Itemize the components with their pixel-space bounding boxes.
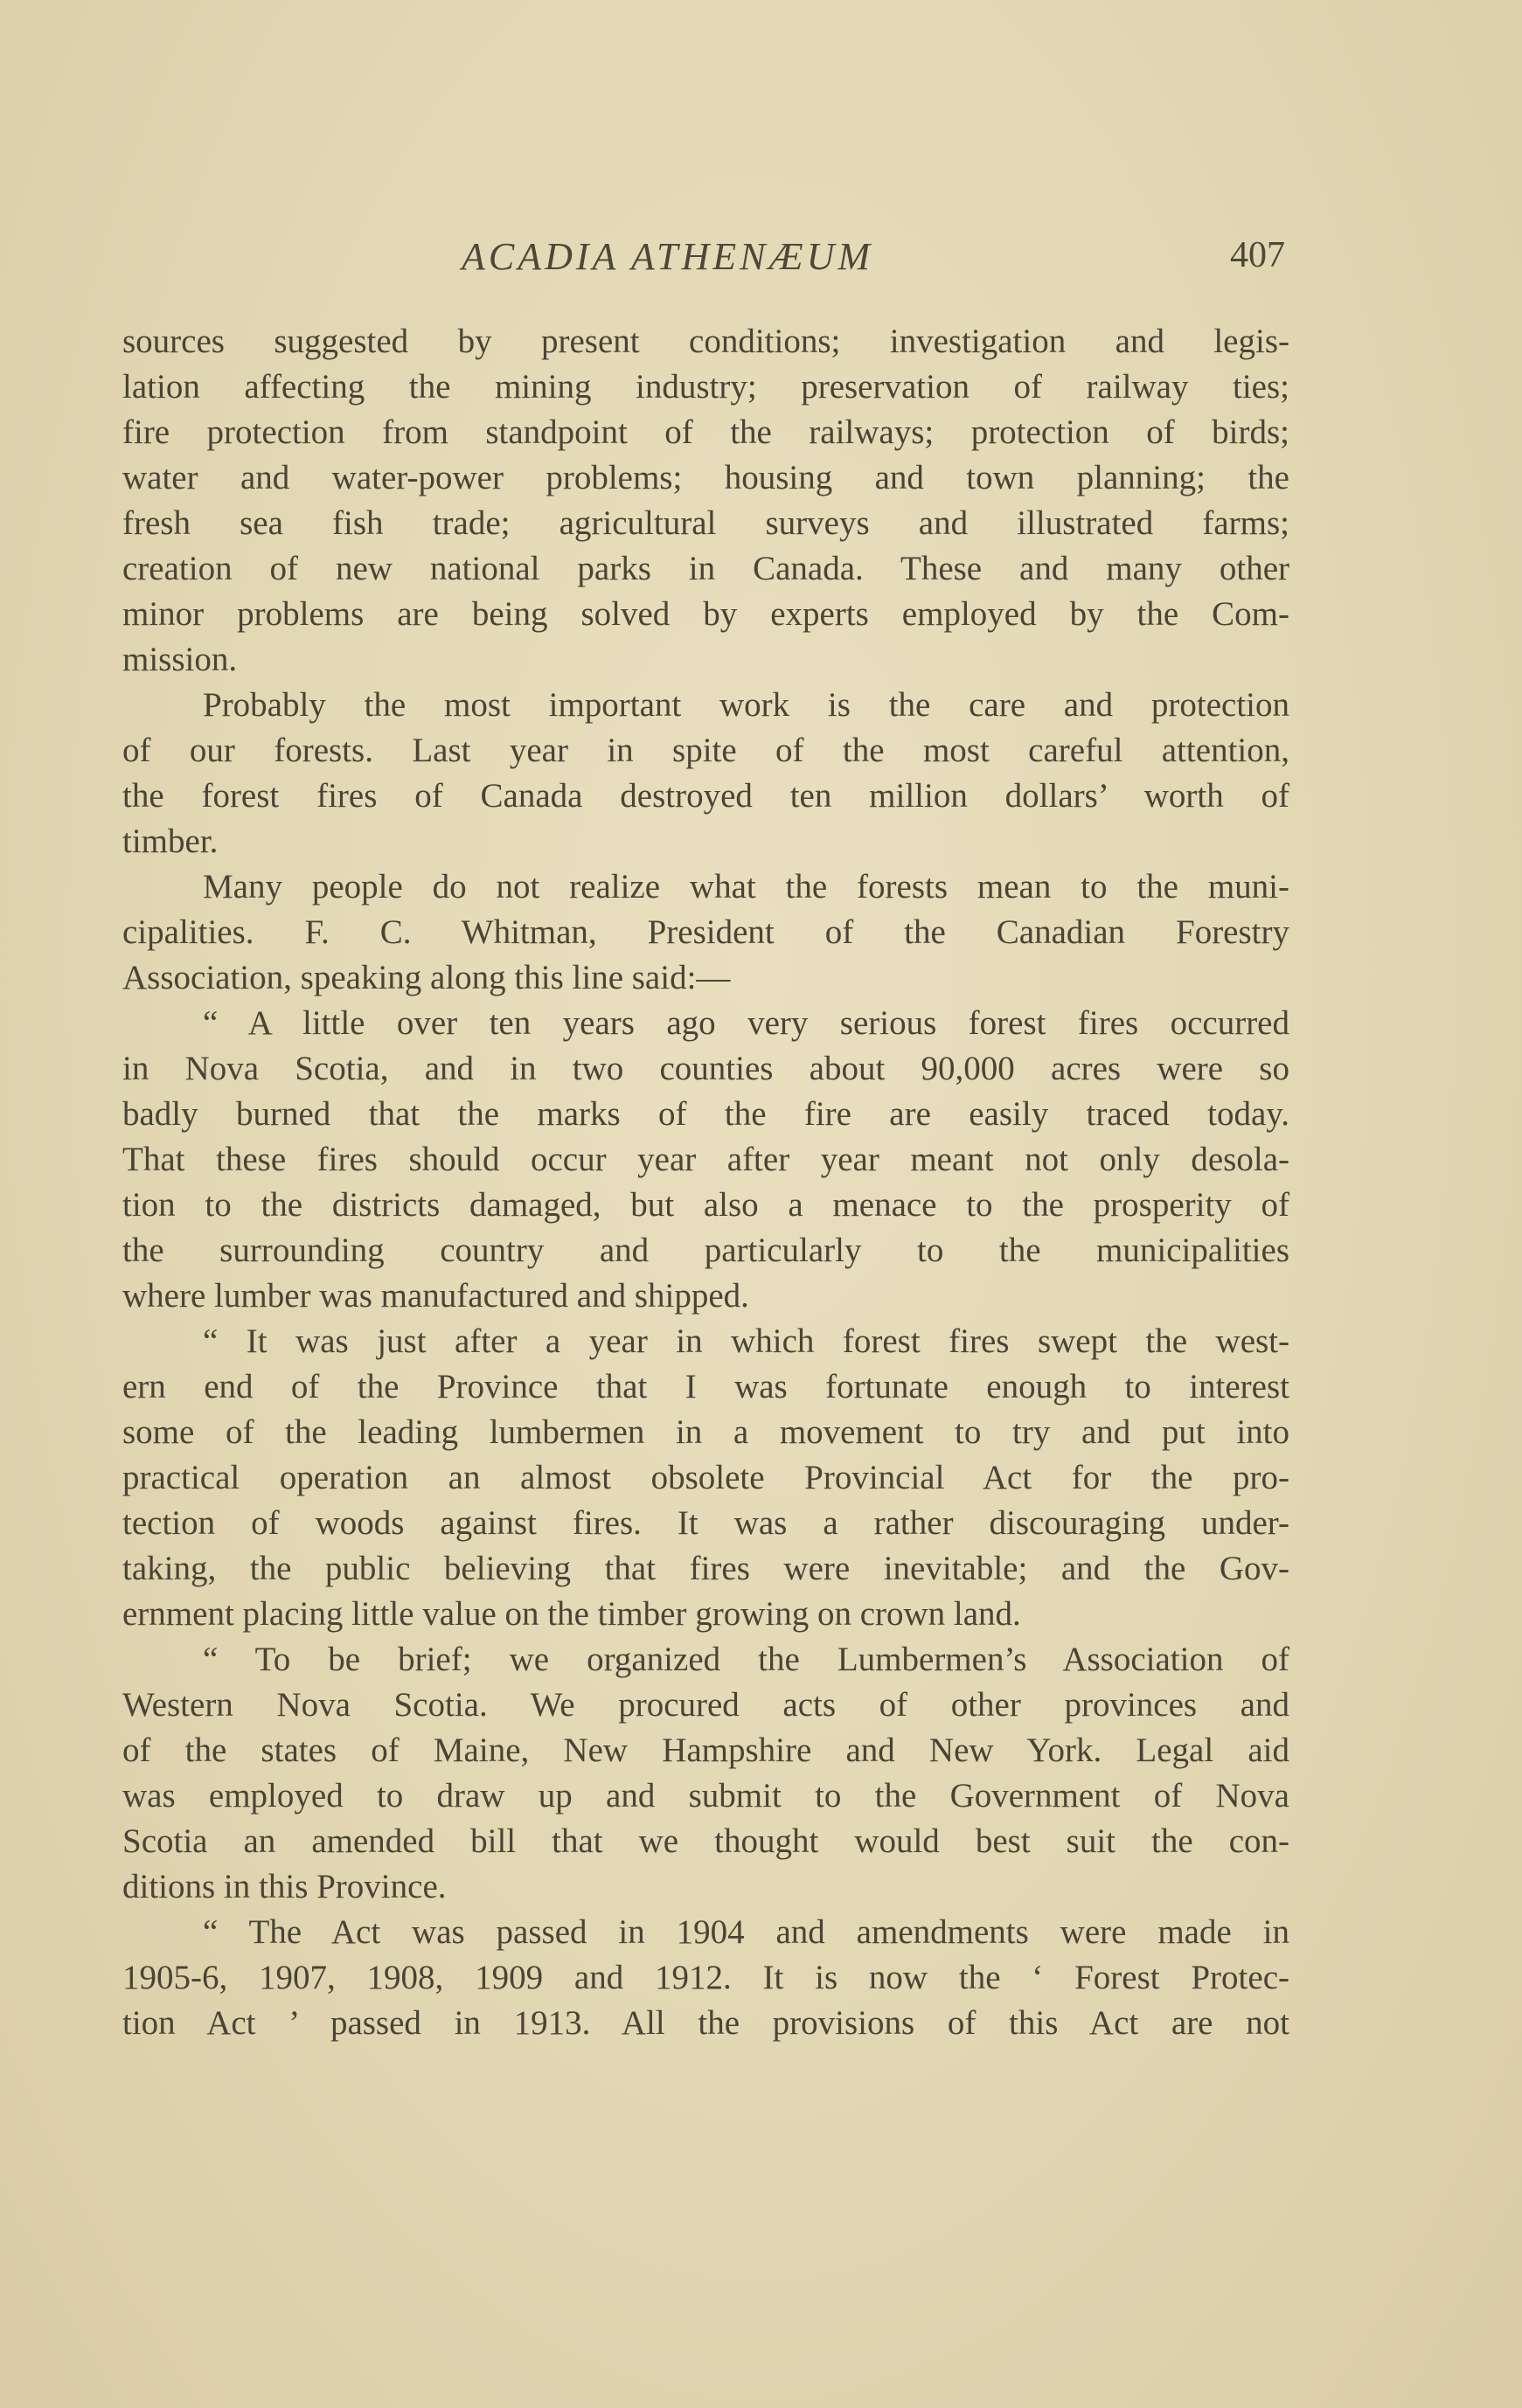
page-number: 407	[1230, 235, 1285, 275]
text-line: “ The Act was passed in 1904 and amendments were made in	[203, 1913, 1289, 1951]
text-line: practical operation an almost obsolete Provincial Act for the pro-	[122, 1459, 1289, 1496]
body-text	[122, 319, 1289, 2046]
text-line: cipalities. F. C. Whitman, President of the Canadian Forestry	[122, 913, 1289, 951]
running-title: ACADIA ATHENÆUM	[462, 235, 874, 278]
text-line: tion Act ’ passed in 1913. All the provisions of this Act are not	[122, 2004, 1289, 2042]
text-line: creation of new national parks in Canada. These and many other	[122, 550, 1289, 587]
text-line: That these fires should occur year after year meant not only desola-	[122, 1141, 1289, 1178]
text-line: where lumber was manufactured and shipped.	[122, 1277, 749, 1315]
text-line: tection of woods against fires. It was a rather discouraging under-	[122, 1504, 1289, 1542]
text-line: taking, the public believing that fires were inevitable; and the Gov-	[122, 1550, 1289, 1587]
text-line: fresh sea fish trade; agricultural surveys and illustrated farms;	[122, 504, 1289, 542]
text-line: of our forests. Last year in spite of the most careful attention,	[122, 732, 1289, 769]
paragraph	[122, 864, 1289, 1001]
paragraph	[122, 1910, 1289, 2046]
text-line: “ A little over ten years ago very serious forest fires occurred	[203, 1004, 1289, 1042]
page-header	[122, 234, 1285, 287]
text-line: timber.	[122, 822, 219, 860]
text-line: 1905-6, 1907, 1908, 1909 and 1912. It is now the ‘ Forest Protec-	[122, 1959, 1289, 1996]
text-line: “ It was just after a year in which forest fires swept the west-	[203, 1322, 1289, 1360]
paragraph	[122, 1319, 1289, 1637]
text-line: Probably the most important work is the care and protection	[203, 686, 1289, 724]
text-line: “ To be brief; we organized the Lumbermen’s Association of	[203, 1641, 1289, 1678]
text-line: ern end of the Province that I was fortunate enough to interest	[122, 1368, 1289, 1405]
text-line: the forest fires of Canada destroyed ten million dollars’ worth of	[122, 777, 1289, 815]
text-line: fire protection from standpoint of the railways; protection of birds;	[122, 413, 1289, 451]
text-line: tion to the districts damaged, but also a menace to the prosperity of	[122, 1186, 1289, 1224]
text-line: of the states of Maine, New Hampshire and New York. Legal aid	[122, 1731, 1289, 1769]
text-line: ditions in this Province.	[122, 1868, 447, 1905]
paragraph	[122, 1001, 1289, 1319]
text-line: lation affecting the mining industry; preservation of railway ties;	[122, 368, 1289, 406]
text-line: in Nova Scotia, and in two counties about 90,000 acres were so	[122, 1050, 1289, 1087]
text-line: Scotia an amended bill that we thought would best suit the con-	[122, 1822, 1289, 1860]
text-line: sources suggested by present conditions; investigation and legis-	[122, 323, 1289, 360]
text-line: badly burned that the marks of the fire are easily traced today.	[122, 1095, 1289, 1133]
text-line: the surrounding country and particularly to the municipalities	[122, 1232, 1289, 1269]
text-line: was employed to draw up and submit to the Government of Nova	[122, 1777, 1289, 1815]
paragraph	[122, 683, 1289, 864]
text-line: Association, speaking along this line said:—	[122, 959, 731, 996]
paragraph	[122, 1637, 1289, 1910]
text-line: water and water-power problems; housing and town planning; the	[122, 459, 1289, 496]
text-line: some of the leading lumbermen in a movement to try and put into	[122, 1413, 1289, 1451]
text-line: mission.	[122, 641, 238, 678]
text-line: ernment placing little value on the timber growing on crown land.	[122, 1595, 1021, 1633]
text-line: Many people do not realize what the forests mean to the muni-	[203, 868, 1289, 906]
text-line: minor problems are being solved by experts employed by the Com-	[122, 595, 1289, 633]
paragraph	[122, 319, 1289, 683]
text-line: Western Nova Scotia. We procured acts of other provinces and	[122, 1686, 1289, 1724]
